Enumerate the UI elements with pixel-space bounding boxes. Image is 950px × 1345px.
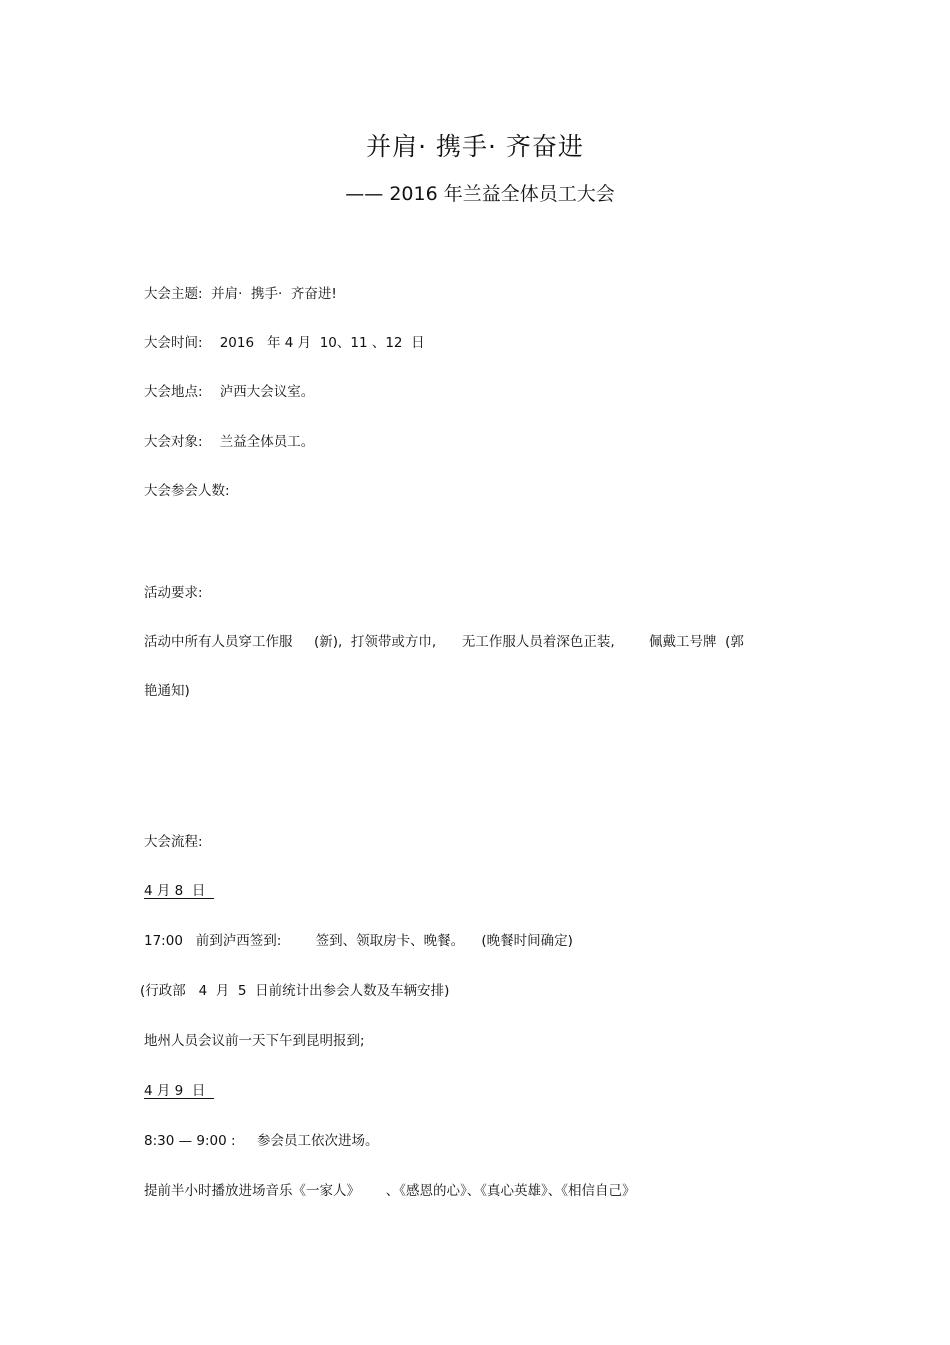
location-line: 大会地点: 泸西大会议室。	[144, 384, 315, 400]
day1-line-3: 地州人员会议前一天下午到昆明报到;	[144, 1033, 365, 1049]
day2-date: 4 月 9 日	[144, 1083, 214, 1099]
attendees-line: 大会参会人数:	[144, 483, 230, 499]
requirements-heading: 活动要求:	[144, 585, 203, 601]
day2-line-1: 8:30 — 9:00 : 参会员工依次进场。	[144, 1133, 379, 1149]
audience-line: 大会对象: 兰益全体员工。	[144, 434, 315, 450]
day1-line-2: (行政部 4 月 5 日前统计出参会人数及车辆安排)	[140, 983, 450, 999]
day1-line-1: 17:00 前到泸西签到: 签到、领取房卡、晚餐。 (晚餐时间确定)	[144, 933, 573, 949]
process-heading: 大会流程:	[144, 834, 203, 850]
time-line: 大会时间: 2016 年 4 月 10、11 、12 日	[144, 335, 425, 351]
day1-date: 4 月 8 日	[144, 883, 214, 899]
theme-line: 大会主题: 并肩· 携手· 齐奋进!	[144, 286, 337, 302]
day2-line-2: 提前半小时播放进场音乐《一家人》 、《感恩的心》、《真心英雄》、《相信自己》	[144, 1183, 636, 1199]
requirements-line-2: 艳通知)	[144, 683, 190, 699]
page-subtitle: —— 2016 年兰益全体员工大会	[345, 183, 615, 205]
page-title: 并肩· 携手· 齐奋进	[366, 132, 584, 161]
requirements-line-1: 活动中所有人员穿工作服 (新), 打领带或方巾, 无工作服人员着深色正装, 佩戴工号牌 (郭	[144, 634, 744, 650]
